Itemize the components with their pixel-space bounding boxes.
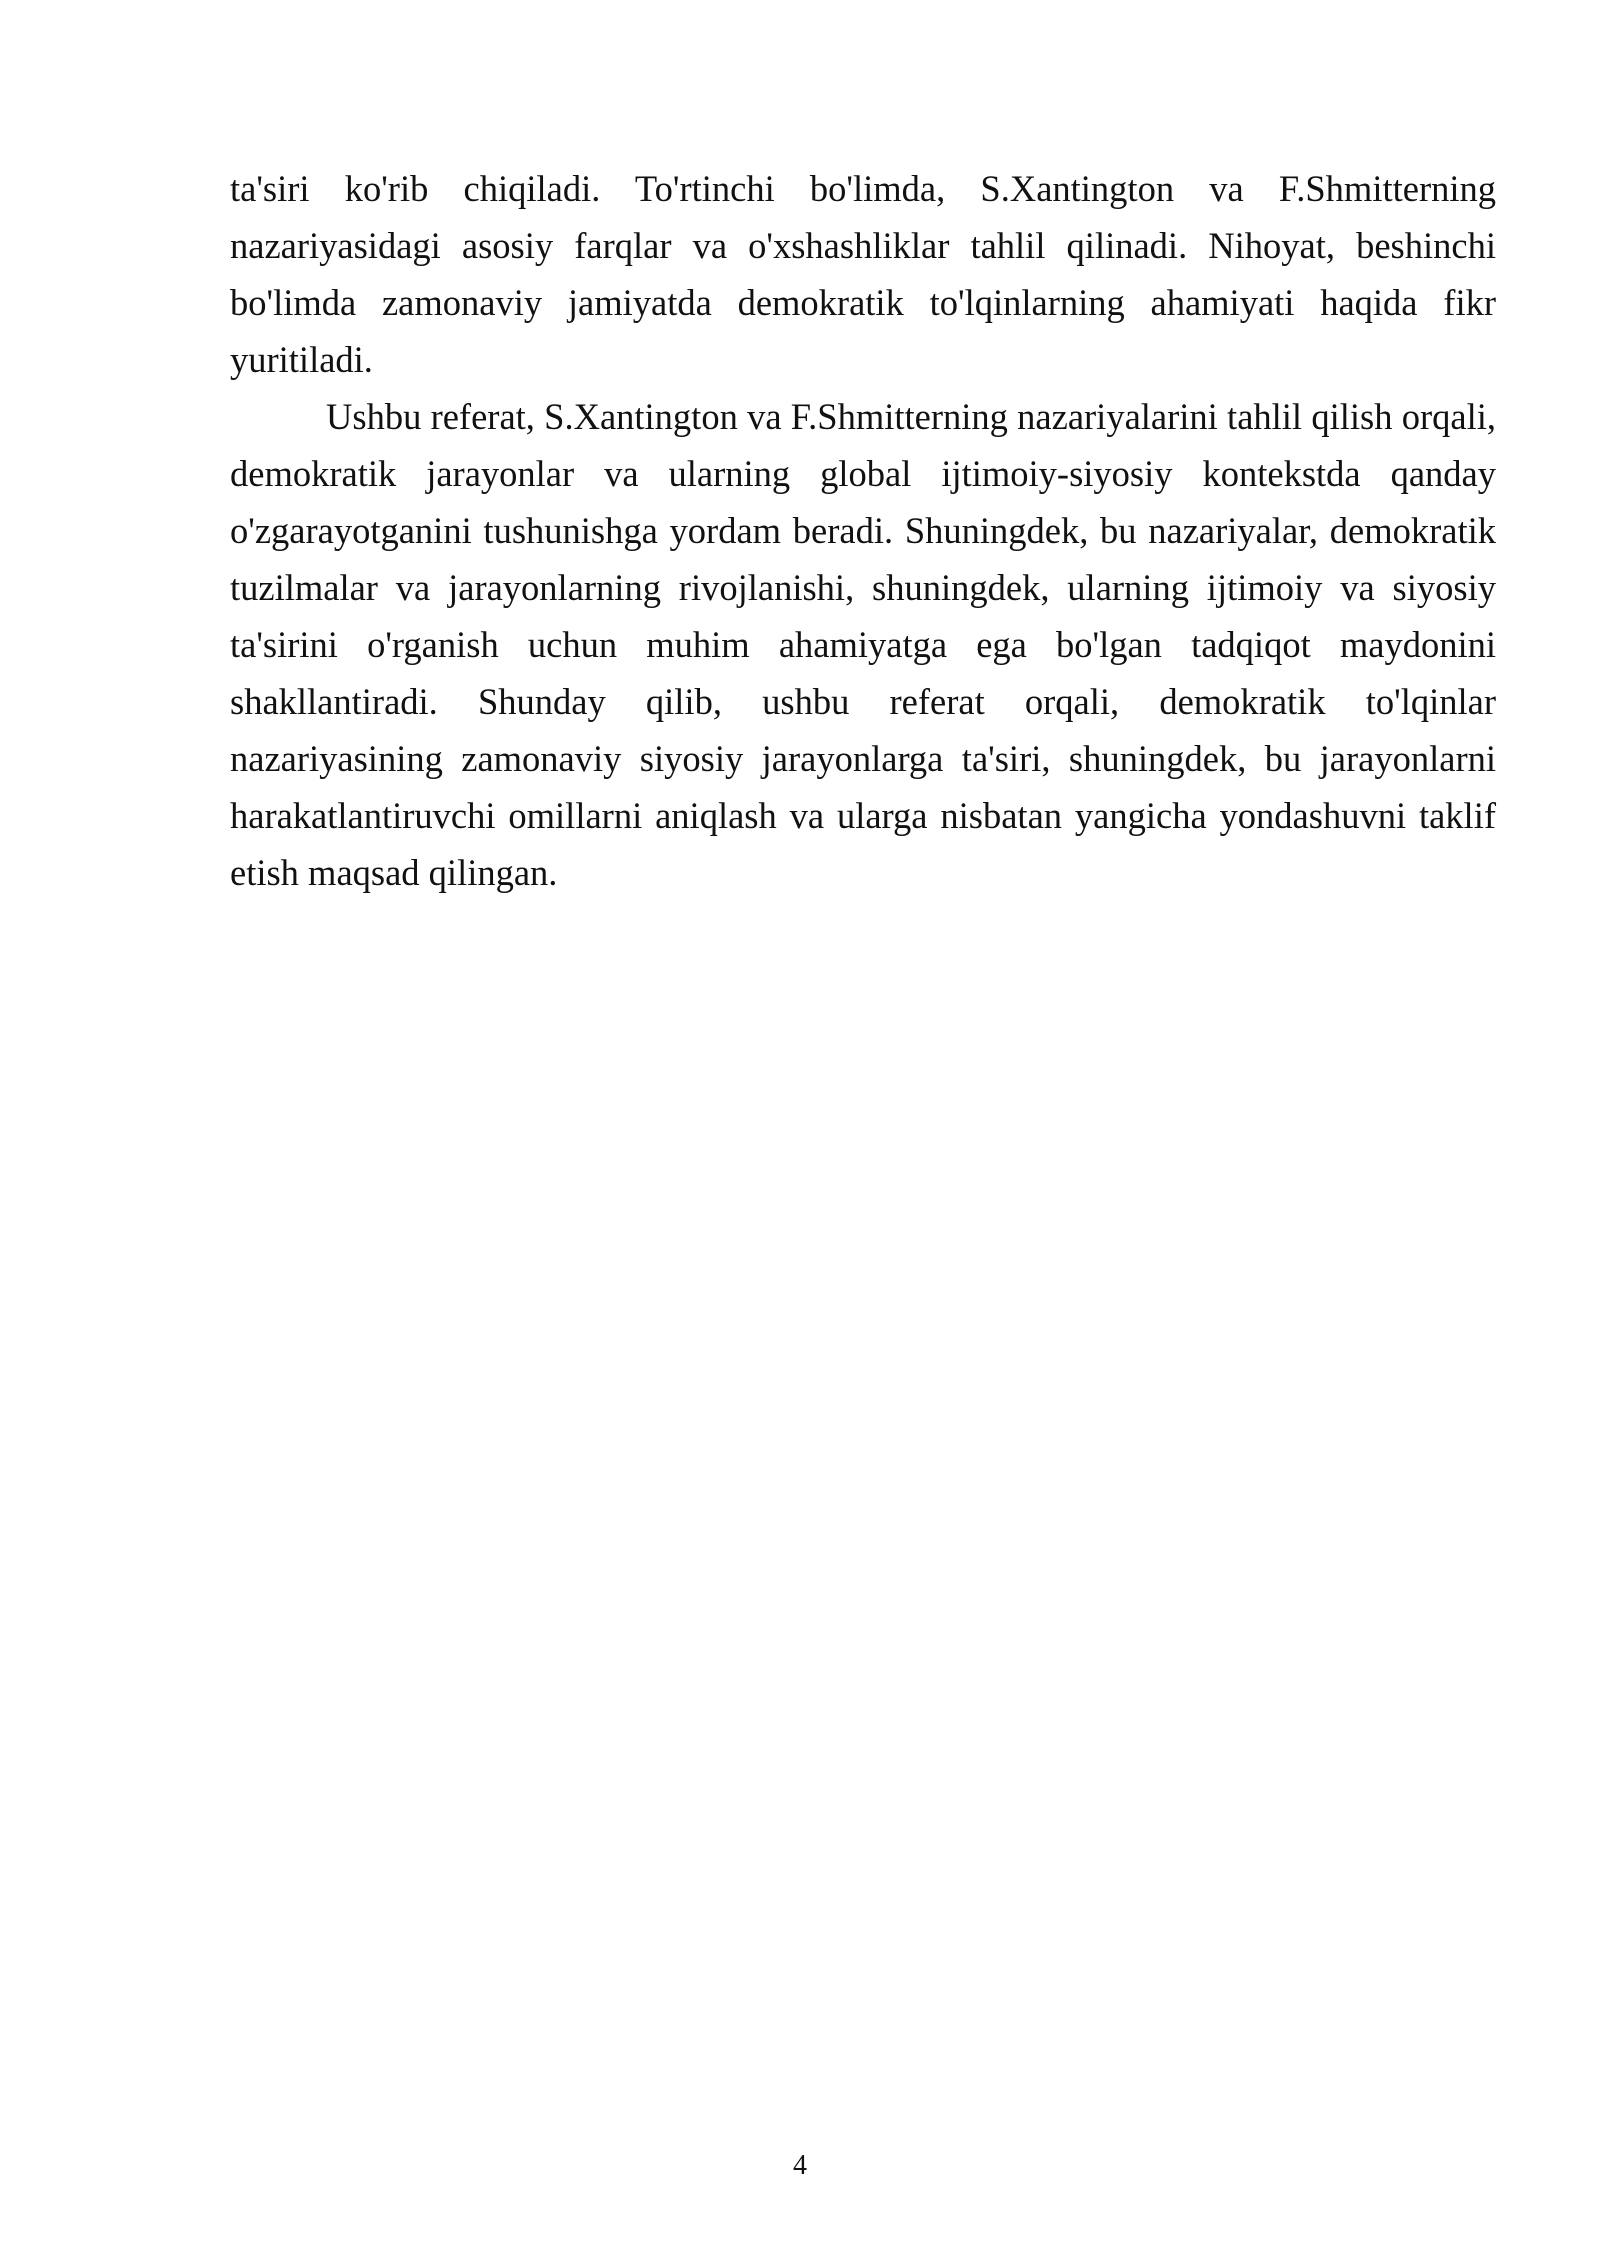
page-number: 4 [793,2150,807,2181]
body-text [230,160,1496,901]
paragraph-continued: ta'siri ko'rib chiqiladi. To'rtinchi bo'limda, S.Xantington va F.Shmitterning nazariyasidagi asosiy farqlar va o'xshashliklar tahlil qilinadi. Nihoyat, beshinchi bo'limda zamonaviy jamiyatda demokratik to'lqinlarning ahamiyati haqida fikr yuritiladi. [230,168,1496,380]
paragraph: Ushbu referat, S.Xantington va F.Shmitterning nazariyalarini tahlil qilish orqali, demokratik jarayonlar va ularning global ijtimoiy-siyosiy kontekstda qanday o'zgarayotganini tushunishga yordam beradi. Shuningdek, bu nazariyalar, demokratik tuzilmalar va jarayonlarning rivojlanishi, shuningdek, ularning ijtimoiy va siyosiy ta'sirini o'rganish uchun muhim ahamiyatga ega bo'lgan tadqiqot maydonini shakllantiradi. Shunday qilib, ushbu referat orqali, demokratik to'lqinlar nazariyasining zamonaviy siyosiy jarayonlarga ta'siri, shuningdek, bu jarayonlarni harakatlantiruvchi omillarni aniqlash va ularga nisbatan yangicha yondashuvni taklif etish maqsad qilingan. [230,396,1496,893]
